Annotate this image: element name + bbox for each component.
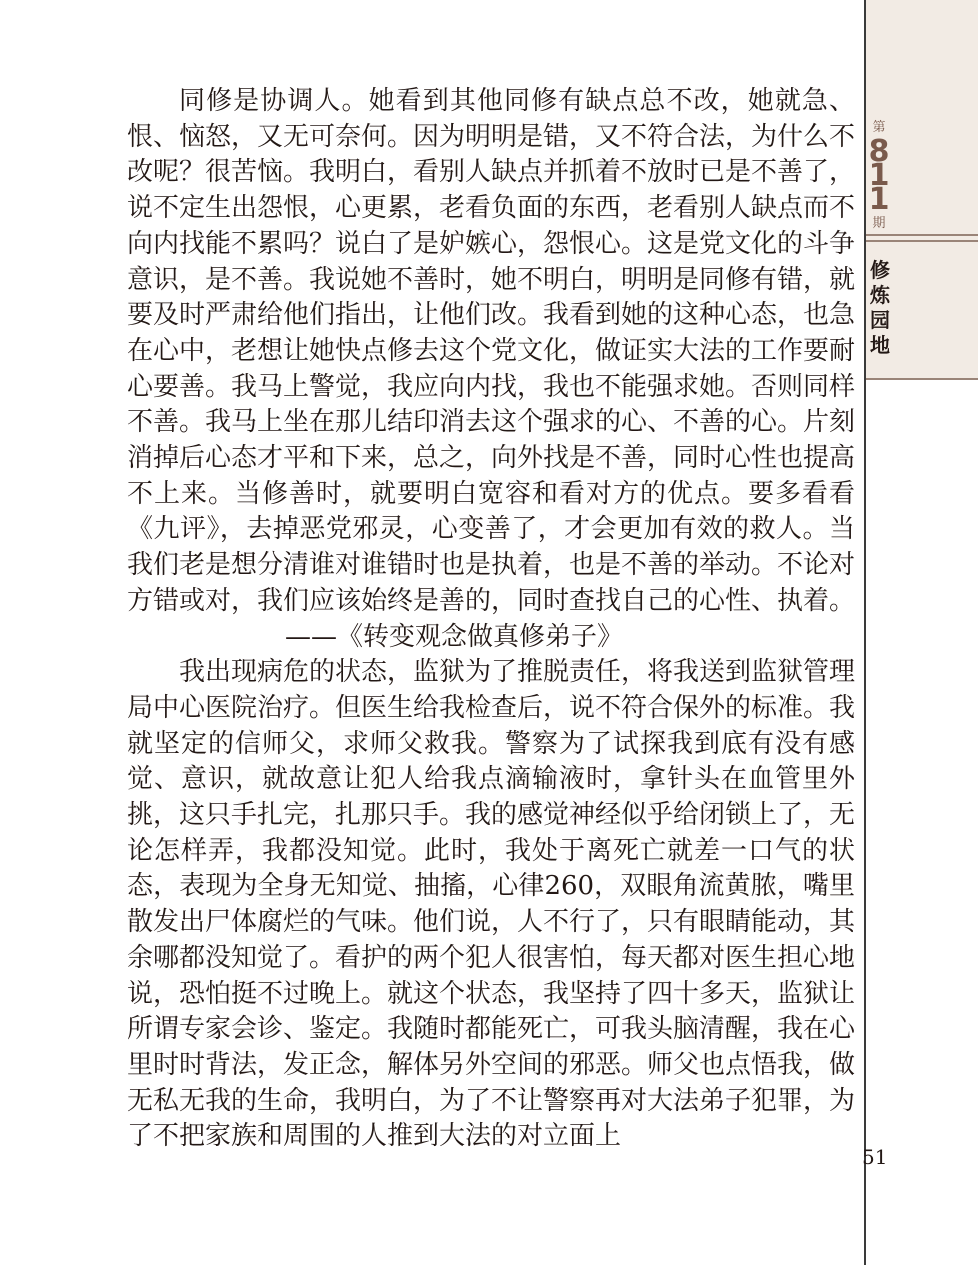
tab-divider bbox=[866, 234, 978, 242]
article-body bbox=[127, 84, 855, 1155]
quote-source: ——《转变观念做真修弟子》 bbox=[285, 621, 624, 652]
page-number: 51 bbox=[862, 1145, 888, 1169]
paragraph: 我出现病危的状态，监狱为了推脱责任，将我送到监狱管理局中心医院治疗。但医生给我检查后，说不符合保外的标准。我就坚定的信师父，求师父救我。警察为了试探我到底有没有感觉、意识，就故意让犯人给我点滴输液时，拿针头在血管里外挑，这只手扎完，扎那只手。我的感觉神经似乎给闭锁上了，无论怎样弄，我都没知觉。此时，我处于离死亡就差一口气的状态，表现为全身无知觉、抽搐，心律260，双眼角流黄脓，嘴里散发出尸体腐烂的气味。他们说，人不行了，只有眼睛能动，其余哪都没知觉了。看护的两个犯人很害怕，每天都对医生担心地说，恐怕挺不过晚上。就这个状态，我坚持了四十多天，监狱让所谓专家会诊、鉴定。我随时都能死亡，可我头脑清醒，我在心里时时背法，发正念，解体另外空间的邪恶。师父也点悟我，做无私无我的生命，我明白，为了不让警察再对大法弟子犯罪，为了不把家族和周围的人推到大法的对立面上 bbox=[127, 657, 856, 1152]
tab-bottom-rule bbox=[866, 378, 978, 380]
issue-number: 811 bbox=[868, 134, 890, 217]
paragraph: 同修是协调人。她看到其他同修有缺点总不改，她就急、恨、恼怒，又无可奈何。因为明明是错，又不符合法，为什么不改呢？很苦恼。我明白，看别人缺点并抓着不放时已是不善了，说不定生出怨恨，心更累，老看负面的东西，老看别人缺点而不向内找能不累吗？说白了是妒嫉心，怨恨心。这是党文化的斗争意识，是不善。我说她不善时，她不明白，明明是同修有错，就要及时严肃给他们指出，让他们改。我看到她的这种心态，也急在心中，老想让她快点修去这个党文化，做证实大法的工作要耐心要善。我马上警觉，我应向内找，我也不能强求她。否则同样不善。我马上坐在那儿结印消去这个强求的心、不善的心。片刻消掉后心态才平和下来，总之，向外找是不善，同时心性也提高不上来。当修善时，就要明白宽容和看对方的优点。要多看看《九评》，去掉恶党邪灵，心变善了，才会更加有效的救人。当我们老是想分清谁对谁错时也是执着，也是不善的举动。不论对方错或对，我们应该始终是善的，同时查找自己的心性、执着。 bbox=[127, 86, 856, 616]
issue-suffix: 期 bbox=[872, 216, 886, 231]
issue-prefix: 第 bbox=[872, 120, 886, 135]
issue-label bbox=[866, 118, 892, 234]
section-title: 修炼园地 bbox=[870, 258, 890, 357]
margin-rule bbox=[864, 0, 866, 1265]
